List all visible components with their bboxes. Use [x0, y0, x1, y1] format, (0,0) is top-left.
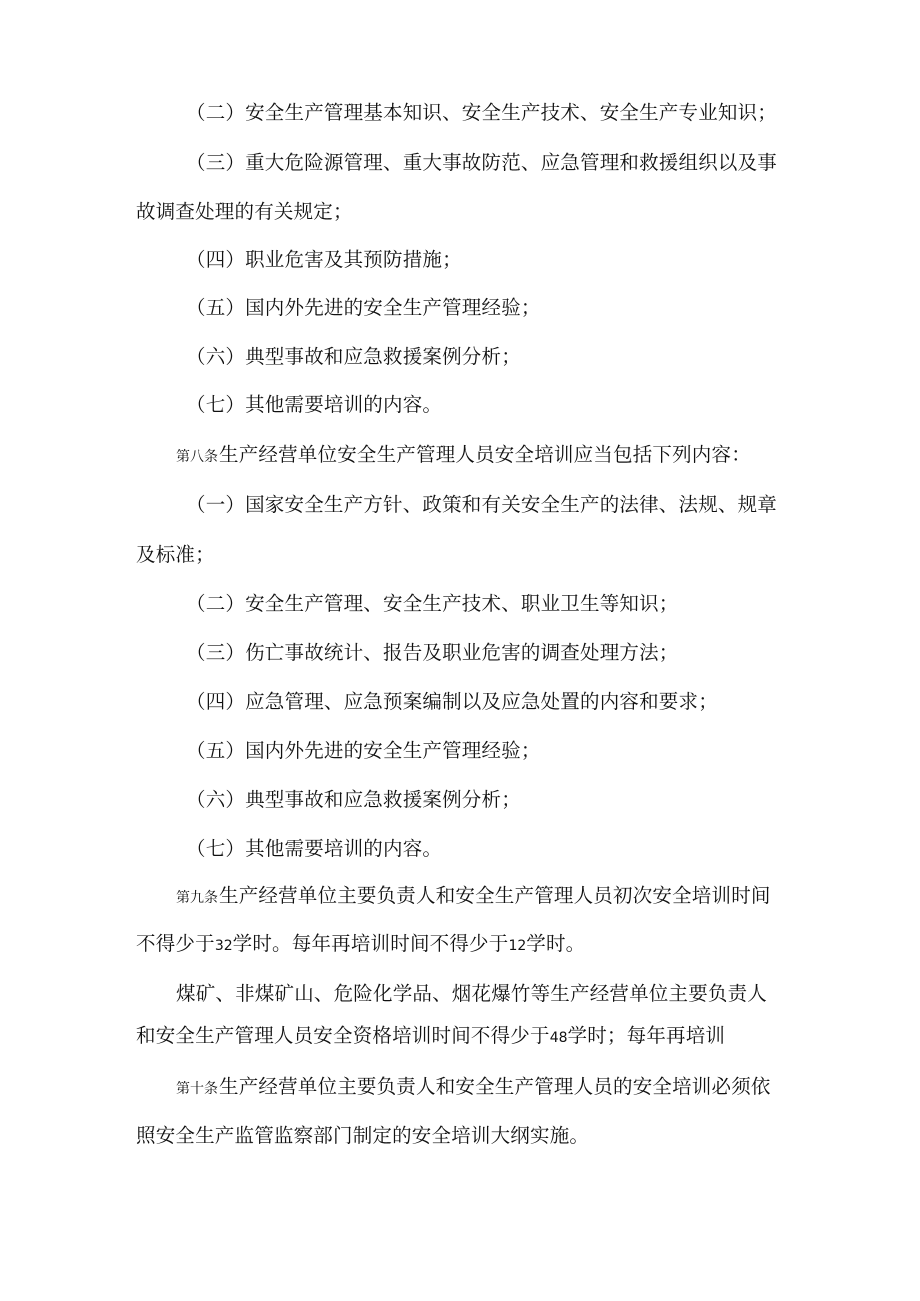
- article7-item-5: （五）国内外先进的安全生产管理经验；: [186, 296, 541, 319]
- article9-para2-line2: [136, 1024, 725, 1050]
- article7-item-4: （四）职业危害及其预防措施；: [186, 248, 462, 271]
- article8-item-7: （七）其他需要培训的内容。: [186, 837, 443, 860]
- article9-line1-text: 生产经营单位主要负责人和安全生产管理人员初次安全培训时间: [219, 884, 771, 907]
- article8-item-1-line1: （一）国家安全生产方针、政策和有关安全生产的法律、法规、规章: [186, 493, 778, 516]
- initial-training-hours: 32: [214, 938, 233, 954]
- article8-item-4: （四）应急管理、应急预案编制以及应急处置的内容和要求；: [186, 690, 718, 713]
- article8-item-2: （二）安全生产管理、安全生产技术、职业卫生等知识；: [186, 592, 679, 615]
- article9-label: 第九条: [176, 890, 218, 906]
- article7-item-6: （六）典型事故和应急救援案例分析；: [186, 345, 521, 368]
- article9-line2: [136, 932, 585, 958]
- article9-line2-part-a: 不得少于: [136, 932, 215, 955]
- article9-line2-part-b: 学时。每年再培训时间不得少于: [232, 932, 509, 955]
- article9-para2-line1: 煤矿、非煤矿山、危险化学品、烟花爆竹等生产经营单位主要负责人: [176, 982, 768, 1005]
- article8-item-5: （五）国内外先进的安全生产管理经验；: [186, 739, 541, 762]
- article8-item-1-line2: 及标准；: [136, 543, 215, 566]
- article7-item-7: （七）其他需要培训的内容。: [186, 393, 443, 416]
- article10-line2: 照安全生产监管监察部门制定的安全培训大纲实施。: [136, 1124, 590, 1147]
- article7-item-3-line2: 故调查处理的有关规定；: [136, 200, 353, 223]
- article10-line1-text: 生产经营单位主要负责人和安全生产管理人员的安全培训必须依: [219, 1075, 771, 1098]
- special-training-hours: 48: [549, 1030, 568, 1046]
- article10-label: 第十条: [176, 1081, 218, 1097]
- article9-line1: [176, 884, 771, 910]
- article9-para2-line2-part-b: 学时；每年再培训: [567, 1024, 726, 1047]
- article7-item-3-line1: （三）重大危险源管理、重大事故防范、应急管理和救援组织以及事: [186, 151, 778, 174]
- article8-intro: [176, 443, 751, 469]
- article8-item-6: （六）典型事故和应急救援案例分析；: [186, 788, 521, 811]
- article8-item-3: （三）伤亡事故统计、报告及职业危害的调查处理方法；: [186, 641, 679, 664]
- article8-label: 第八条: [176, 449, 218, 465]
- article7-item-2: （二）安全生产管理基本知识、安全生产技术、安全生产专业知识；: [186, 101, 778, 124]
- article9-para2-line2-part-a: 和安全生产管理人员安全资格培训时间不得少于: [136, 1024, 550, 1047]
- article9-line2-part-c: 学时。: [526, 932, 586, 955]
- annual-training-hours: 12: [508, 938, 527, 954]
- article8-intro-text: 生产经营单位安全生产管理人员安全培训应当包括下列内容：: [219, 443, 751, 466]
- article10-line1: [176, 1075, 771, 1101]
